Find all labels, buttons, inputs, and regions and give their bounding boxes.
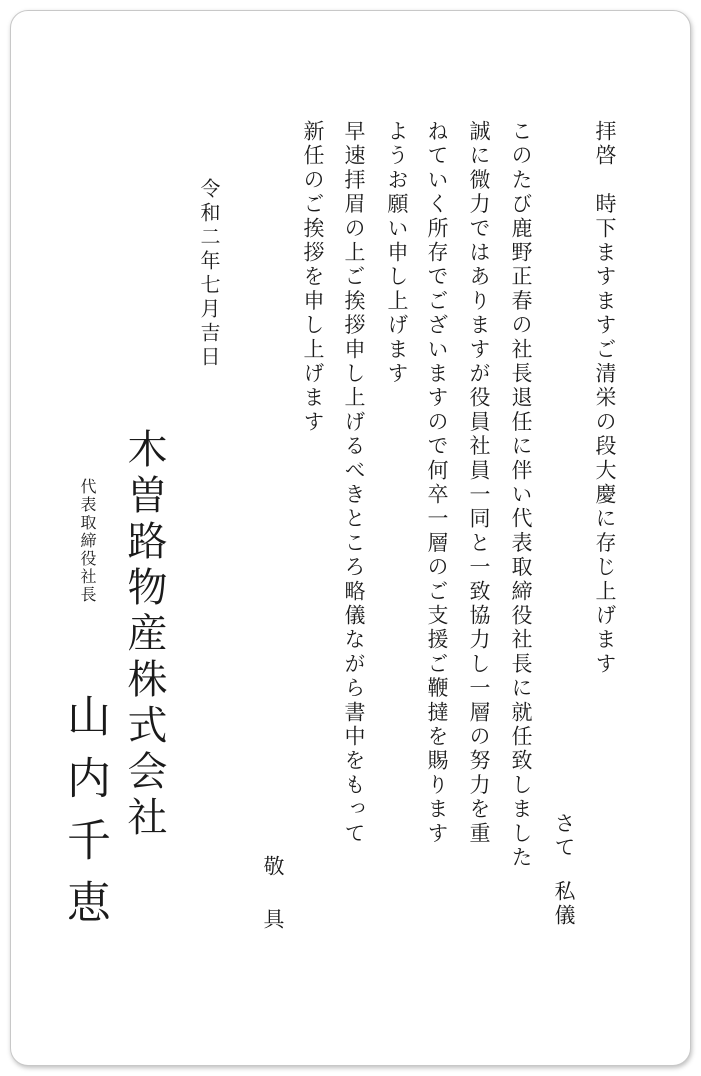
closing-kei: 敬 — [261, 855, 285, 880]
body-line-5: 早速拝眉の上ご挨拶申し上げるべきところ略儀ながら書中をもって — [342, 120, 366, 846]
job-title: 代表取締役社長 — [78, 478, 97, 604]
company-name: 木曽路物産株式会社 — [121, 428, 167, 842]
salutation-line: 拝啓 時下ますますご清栄の段大慶に存じ上げます — [593, 120, 617, 677]
sate-text: さて — [552, 812, 576, 861]
body-line-2: 誠に微力ではありますが役員社員一同と一致協力し一層の努力を重 — [467, 120, 491, 846]
body-line-3: ねていく所存でございますので何卒一層のご支援ご鞭撻を賜ります — [425, 120, 449, 846]
body-line-1: このたび鹿野正春の社長退任に伴い代表取締役社長に就任致しました — [509, 120, 533, 871]
body-line-6: 新任のご挨拶を申し上げます — [301, 120, 325, 435]
watakushi-text: 私儀 — [552, 880, 576, 929]
signatory-name: 山内千恵 — [59, 693, 110, 941]
letter-date: 令和二年七月吉日 — [197, 178, 221, 370]
body-line-4: ようお願い申し上げます — [385, 120, 409, 387]
closing-gu: 具 — [261, 908, 285, 933]
